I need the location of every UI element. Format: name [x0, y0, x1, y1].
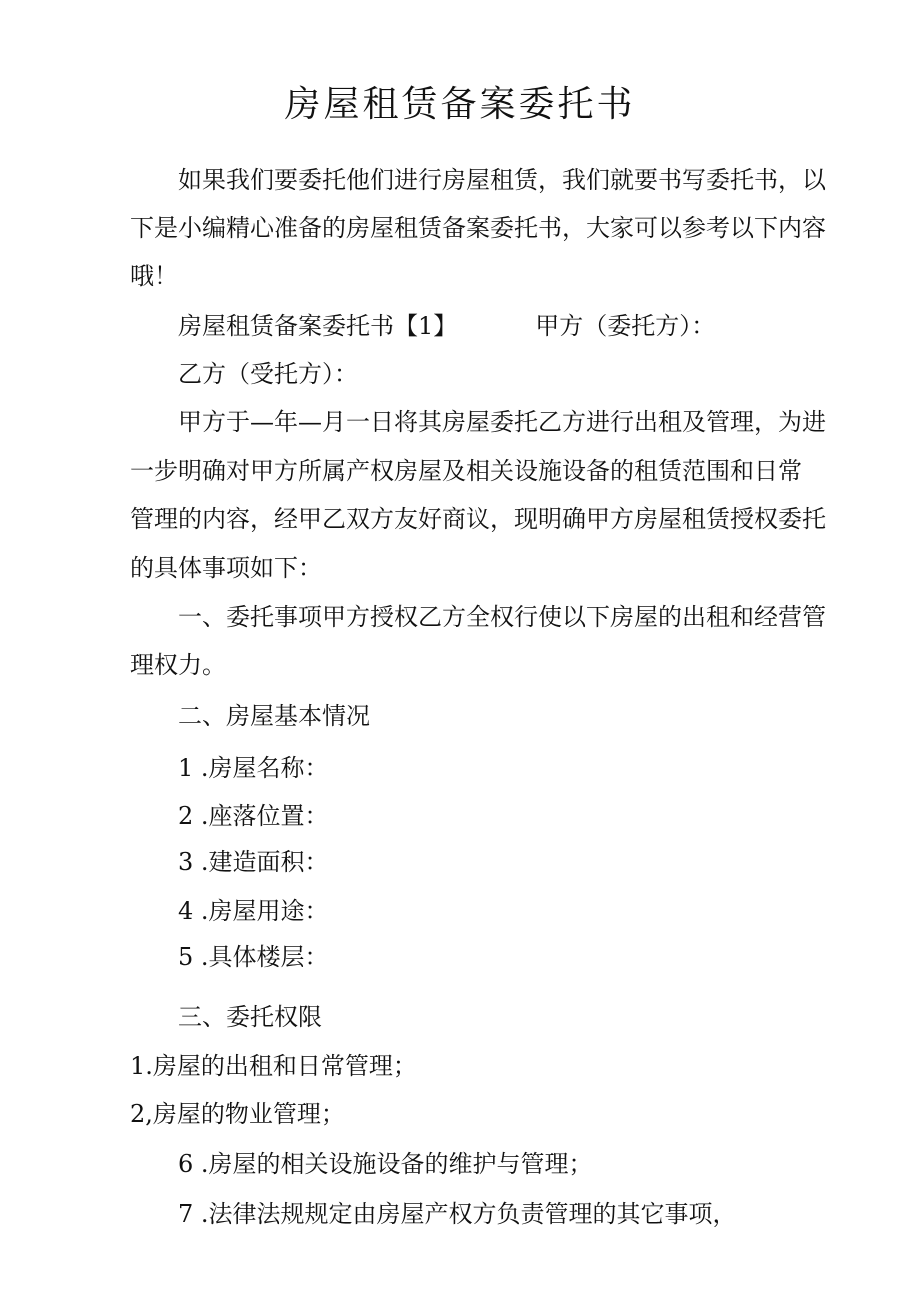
intro-line-3: 哦！ — [130, 262, 178, 290]
section2-item: 3 .建造面积： — [178, 848, 329, 876]
intro-line-2: 下是小编精心准备的房屋租赁备案委托书，大家可以参考以下内容 — [130, 214, 826, 242]
section3-heading: 三、委托权限 — [178, 1003, 322, 1031]
section2-item: 4 .房屋用途： — [178, 897, 329, 925]
section1-line-1: 一、委托事项甲方授权乙方全权行使以下房屋的出租和经营管 — [178, 603, 826, 631]
section2-item: 5 .具体楼层： — [178, 943, 329, 971]
section2-heading: 二、房屋基本情况 — [178, 702, 370, 730]
body-line-1: 甲方于—年—月一日将其房屋委托乙方进行出租及管理，为进 — [178, 408, 826, 436]
heading-left: 房屋租赁备案委托书【1】 — [178, 312, 458, 340]
party-a-label: 甲方（委托方）： — [535, 312, 716, 340]
body-line-2: 一步明确对甲方所属产权房屋及相关设施设备的租赁范围和日常 — [130, 457, 802, 485]
section3-item: 7 .法律法规规定由房屋产权方负责管理的其它事项， — [178, 1200, 737, 1228]
party-b-label: 乙方（受托方）： — [178, 360, 358, 388]
document-title: 房屋租赁备案委托书 — [284, 84, 636, 125]
heading-row — [178, 309, 715, 343]
body-line-4: 的具体事项如下： — [130, 554, 322, 582]
section2-item: 2 .座落位置： — [178, 802, 329, 830]
section2-item: 1 .房屋名称： — [178, 754, 329, 782]
section3-item: 6 .房屋的相关设施设备的维护与管理； — [178, 1150, 593, 1178]
intro-line-1: 如果我们要委托他们进行房屋租赁，我们就要书写委托书，以 — [178, 166, 826, 194]
section3-item: 1.房屋的出租和日常管理； — [130, 1052, 417, 1080]
body-line-3: 管理的内容，经甲乙双方友好商议，现明确甲方房屋租赁授权委托 — [130, 505, 826, 533]
section3-item: 2,房屋的物业管理； — [130, 1100, 345, 1128]
section1-line-2: 理权力。 — [130, 651, 226, 679]
